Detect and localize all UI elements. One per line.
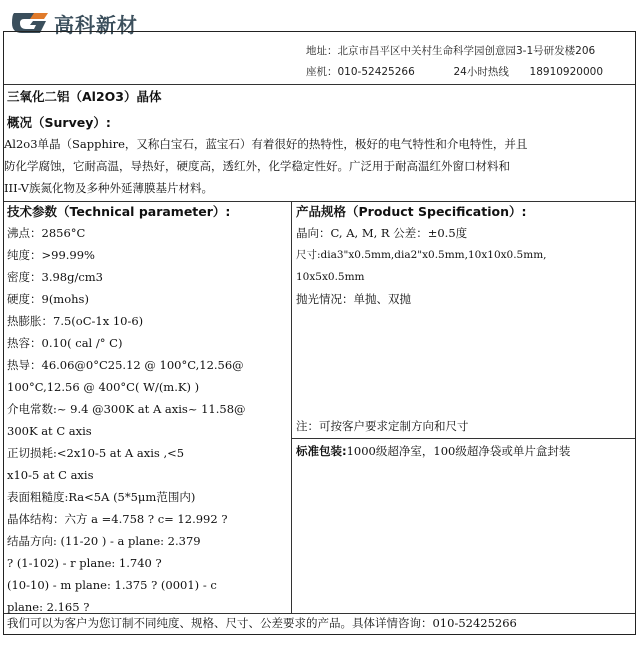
specification-list [296,222,632,310]
survey-heading: 概况（Survey）: [7,115,111,130]
specification-line: 10x5x0.5mm [296,271,365,283]
technical-line: 密度：3.98g/cm3 [7,270,104,284]
survey-line: Al2o3单晶（Sapphire，又称白宝石，蓝宝石）有着很好的热特性，极好的电气特性和介电特性，并且 [4,137,528,151]
product-title: 三氧化二铝（Al2O3）晶体 [7,89,162,104]
specification-heading: 产品规格（Product Specification）: [296,204,527,219]
phone-label: 座机： [306,66,338,78]
technical-line: x10-5 at C axis [7,468,94,482]
specification-line: 尺寸:dia3"x0.5mm,dia2"x0.5mm,10x10x0.5mm, [296,249,547,261]
hotline-label: 24小时热线 [453,66,509,78]
packaging-line [296,442,570,461]
rule-packaging [291,438,635,439]
technical-line: 纯度：>99.99% [7,248,95,262]
technical-list [7,222,285,618]
rule-header [4,84,635,85]
survey-text [4,133,626,199]
technical-line: 300K at C axis [7,424,92,438]
packaging-text: 1000级超净室，100级超净袋或单片盒封装 [346,444,571,458]
technical-line: 硬度：9(mohs) [7,292,89,306]
survey-line: III-V族氮化物及多种外延薄膜基片材料。 [4,181,213,195]
technical-line: 热膨胀：7.5(oC-1x 10-6) [7,314,144,328]
hotline-number: 18910920000 [529,66,604,78]
survey-line: 防化学腐蚀，它耐高温，导热好，硬度高，透红外，化学稳定性好。广泛用于耐高温红外窗口材料和 [4,159,510,173]
phone-number: 010-52425266 [337,66,415,78]
technical-heading: 技术参数（Technical parameter）: [7,204,231,219]
company-address: 地址：北京市昌平区中关村生命科学园创意园3-1号研发楼206 [306,45,596,57]
specification-line: 抛光情况：单抛、双抛 [296,292,411,306]
technical-line: 介电常数:~ 9.4 @300K at A axis~ 11.58@ [7,402,246,416]
packaging-label: 标准包装: [296,444,347,458]
technical-line: 热导：46.06@0°C25.12 @ 100°C,12.56@ [7,358,244,372]
technical-line: 100°C,12.56 @ 400°C( W/(m.K) ) [7,380,200,394]
technical-line: 晶体结构：六方 a =4.758 ? c= 12.992 ? [7,512,228,526]
specification-note: 注：可按客户要求定制方向和尺寸 [296,419,469,433]
technical-line: 结晶方向: (11-20 ) - a plane: 2.379 [7,534,201,548]
footer-text: 我们可以为客户为您订制不同纯度、规格、尺寸、公差要求的产品。具体详情咨询：010-52425266 [7,616,517,630]
technical-line: 沸点：2856°C [7,226,86,240]
technical-line: (10-10) - m plane: 1.375 ? (0001) - c [7,578,217,592]
technical-line: ? (1-102) - r plane: 1.740 ? [7,556,162,570]
column-divider [291,201,292,613]
technical-line: plane: 2.165 ? [7,600,90,614]
specification-line: 晶向：C, A, M, R 公差：±0.5度 [296,226,468,240]
technical-line: 表面粗糙度:Ra<5A (5*5μm范围内) [7,490,196,504]
technical-line: 正切损耗:<2x10-5 at A axis ,<5 [7,446,185,460]
technical-line: 热容：0.10( cal /° C) [7,336,123,350]
company-name: 高科新材 [54,13,138,37]
